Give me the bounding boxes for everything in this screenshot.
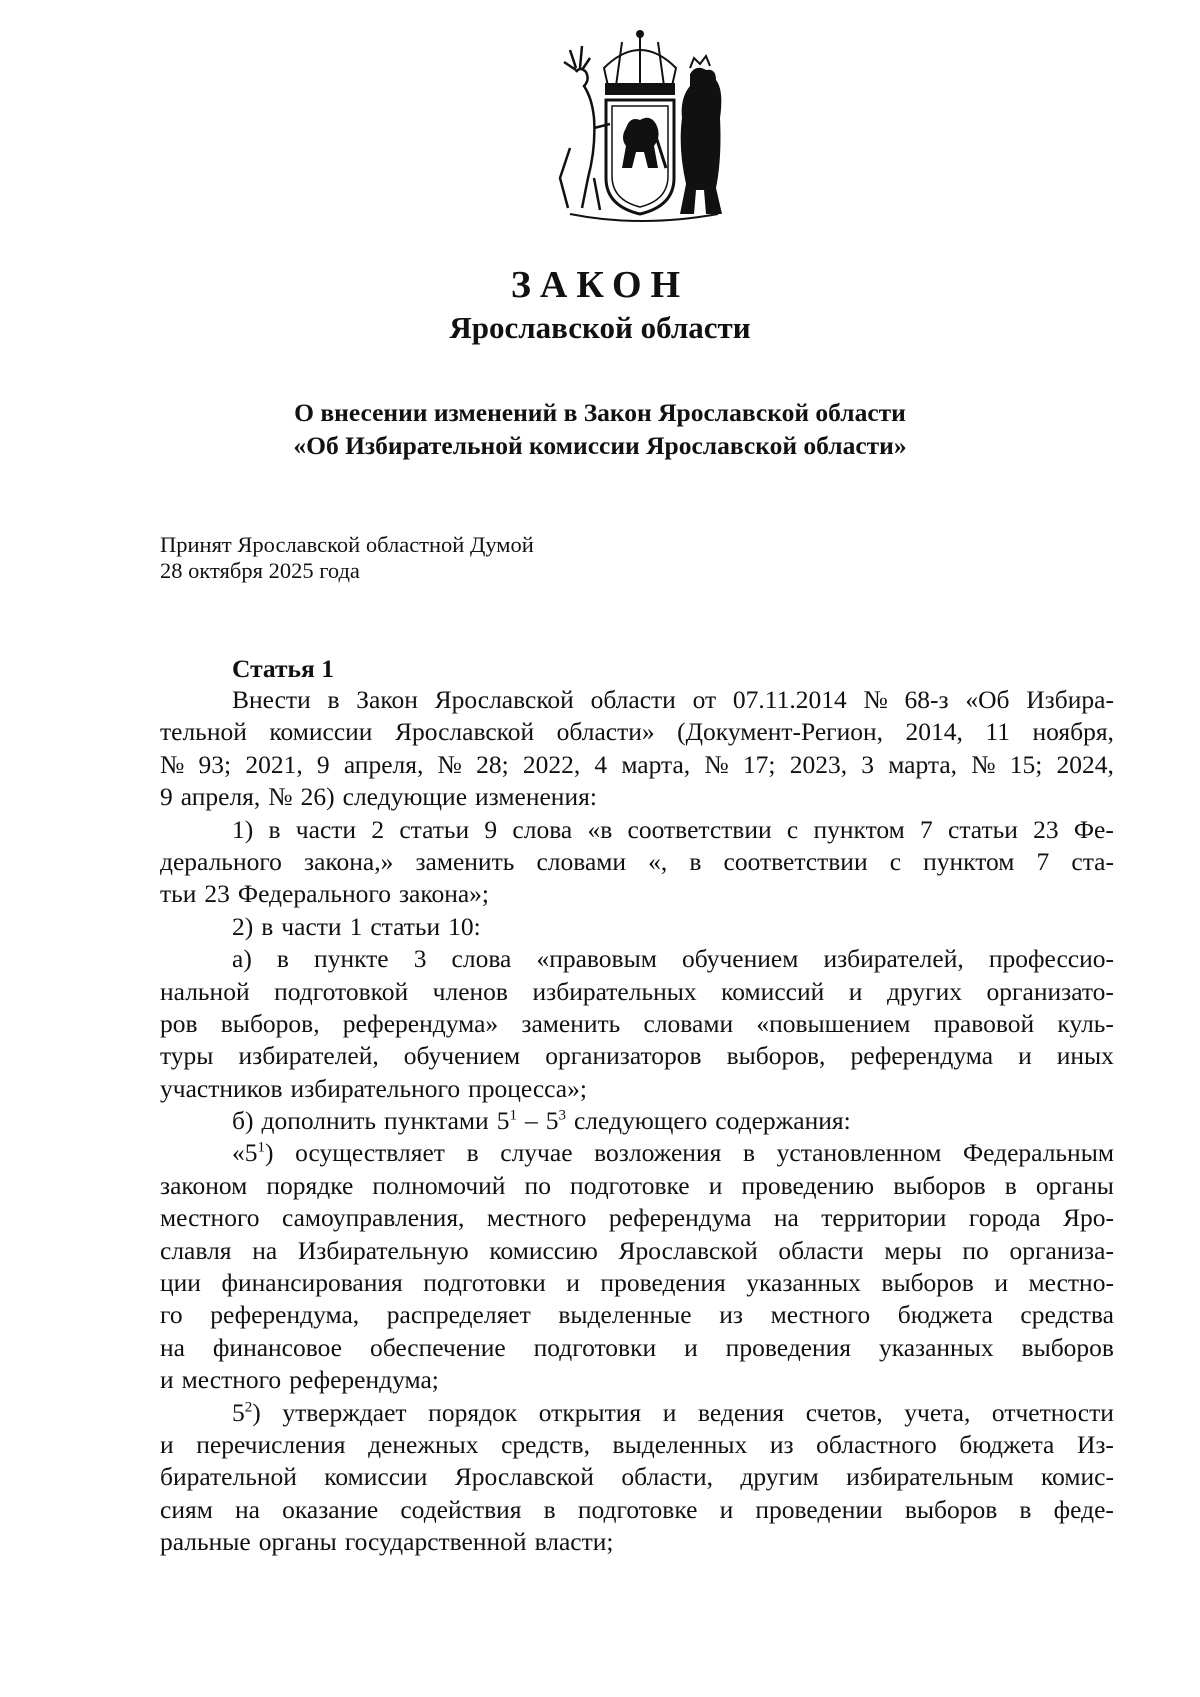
article-word: выделенных [612, 1429, 748, 1459]
article-word: закона,» [304, 846, 394, 876]
article-word: в [466, 1138, 479, 1168]
article-word: 2021, [245, 749, 303, 779]
article-word: Ярославской [394, 717, 535, 747]
article-word: местного [160, 1203, 260, 1233]
article-word: словами [536, 846, 627, 876]
article-word: выборов [881, 1268, 974, 1298]
article-word: № [971, 749, 996, 779]
article-title: Статья 1 [232, 654, 334, 683]
article-line [160, 814, 1114, 846]
article-word: 11 [985, 717, 1010, 747]
article-line [160, 1137, 1114, 1169]
article-word: № [160, 749, 185, 779]
article-word: 4 [594, 749, 608, 779]
article-word: 23 [1033, 814, 1059, 844]
article-word: 7 [920, 814, 933, 844]
article-word: с [786, 814, 799, 844]
article-word: подготовки [533, 1332, 657, 1362]
article-word: следующего [573, 1106, 708, 1136]
article-word: на [773, 1203, 799, 1233]
region-title: Ярославской области [449, 310, 751, 345]
article-line [160, 1429, 1114, 1461]
article-word: выделенные [558, 1300, 692, 1330]
article-word: и [160, 1429, 174, 1459]
article-line [160, 1202, 1114, 1234]
article-line [160, 1008, 1114, 1040]
article-word: изменения: [475, 782, 597, 812]
article-word: Федерального [237, 879, 391, 909]
article-word: «$5^1$) [232, 1138, 274, 1168]
article-word: 17; [742, 749, 776, 779]
article-word: выборов, [220, 1008, 320, 1038]
article-word: б) [232, 1106, 254, 1136]
article-word: – [524, 1106, 538, 1136]
article-line [160, 1105, 1114, 1137]
article-word: 9 [484, 814, 498, 844]
article-word: ции [160, 1268, 201, 1298]
article-word: Федеральным [962, 1138, 1114, 1168]
article-word: части [295, 814, 357, 844]
article-word: комис- [1041, 1462, 1114, 1492]
article-word: профессио- [988, 944, 1114, 974]
article-word: территории [821, 1203, 947, 1233]
article-word: соответствии [627, 814, 772, 844]
article-word: статьи [948, 814, 1018, 844]
article-word: распределяет [386, 1300, 531, 1330]
article-word: подготовкой [274, 976, 409, 1006]
article-word: избирательным [846, 1462, 1014, 1492]
article-word: слова [451, 944, 512, 974]
article-word: № [863, 685, 888, 714]
adoption-date: 28 октября 2025 года [160, 558, 360, 583]
article-word: апреля, [180, 782, 261, 812]
article-word: обучением [403, 1041, 521, 1071]
article-word: обучением [681, 944, 799, 974]
article-line [160, 1235, 1114, 1267]
article-word: комиссию [489, 1235, 598, 1265]
article-line [160, 1073, 1114, 1105]
article-word: оказание [282, 1494, 379, 1524]
article-word: содержания: [715, 1106, 851, 1136]
article-word: процесса»; [468, 1073, 587, 1103]
adoption-note [160, 532, 534, 584]
article-word: ведения [697, 1397, 785, 1427]
article-line [160, 878, 1114, 910]
article-word: из [769, 1429, 794, 1459]
article-word: закона»; [398, 879, 490, 909]
article-word: Яро- [1062, 1203, 1114, 1233]
law-subject [0, 396, 1200, 462]
article-word: 10: [448, 911, 481, 941]
article-word: осуществляет [295, 1138, 445, 1168]
article-word: го [160, 1300, 183, 1330]
article-word: областного [816, 1429, 937, 1459]
adoption-body: Принят Ярославской областной Думой [160, 532, 534, 557]
article-word: денежных [368, 1429, 479, 1459]
article-word: в [1019, 1494, 1032, 1524]
article-word: избирательных [532, 976, 697, 1006]
article-word: правовой [933, 1008, 1035, 1038]
article-word: пунктом [813, 814, 905, 844]
article-word: пункте [314, 944, 389, 974]
article-word: комиссии [269, 717, 373, 747]
article-word: порядок [428, 1397, 518, 1427]
article-word: в [1004, 1170, 1017, 1200]
article-word: организаторов [545, 1041, 702, 1071]
article-word: в [276, 944, 289, 974]
article-word: области [778, 1235, 864, 1265]
article-line [160, 846, 1114, 878]
article-word: (Документ-Регион, [677, 717, 884, 747]
article-line [160, 1332, 1114, 1364]
article-word: апреля, [343, 749, 424, 779]
article-word: Ярославской [434, 685, 574, 714]
article-word: Избира- [1026, 685, 1114, 714]
article-word: заменить [521, 1008, 621, 1038]
article-word: области [590, 685, 676, 714]
article-word: власти; [534, 1527, 614, 1557]
article-word: финансовое [212, 1332, 342, 1362]
law-subject-line: О внесении изменений в Закон Ярославской области [294, 398, 906, 427]
article-word: референдума [850, 1041, 994, 1071]
article-line [160, 1170, 1114, 1202]
article-word: случае [500, 1138, 573, 1168]
article-word: самоуправления, [281, 1203, 465, 1233]
article-word: по [962, 1235, 989, 1265]
article-line [160, 911, 1114, 943]
article-word: а) [232, 944, 252, 974]
article-word: и [566, 1268, 580, 1298]
article-word: «правовым [536, 944, 657, 974]
article-word: проведения [725, 1332, 852, 1362]
article-word: 2024, [1056, 749, 1114, 779]
article-word: 68-з [904, 685, 949, 714]
article-word: 15; [1009, 749, 1043, 779]
article-line [160, 1364, 1114, 1396]
article-word: избирательного [290, 1073, 461, 1103]
article-word: «, [648, 846, 668, 876]
article-word: и [160, 1365, 174, 1395]
article-word: референдума» [342, 1008, 499, 1038]
article-word: организа- [1009, 1235, 1114, 1265]
article-line [160, 1267, 1114, 1299]
article-word: обеспечение [369, 1332, 506, 1362]
article-word: бирательной [160, 1462, 297, 1492]
article-word: выборов, [726, 1041, 826, 1071]
article-word: выборов [893, 1170, 986, 1200]
article-word: Из- [1076, 1429, 1114, 1459]
article-word: референдума, [210, 1300, 360, 1330]
article-word: возложения [594, 1138, 722, 1168]
article-word: 07.11.2014 [732, 685, 847, 714]
article-word: по [524, 1170, 551, 1200]
article-word: и [1018, 1041, 1032, 1071]
article-word: органы [1035, 1170, 1114, 1200]
article-word: счетов, [805, 1397, 883, 1427]
article-word: 9 [160, 782, 173, 812]
article-line [160, 1494, 1114, 1526]
article-word: пунктами [384, 1106, 489, 1136]
article-word: меры [884, 1235, 942, 1265]
article-word: избирателей, [823, 944, 964, 974]
article-word: Фе- [1073, 814, 1114, 844]
article-word: следующие [342, 782, 468, 812]
article-word: в [327, 685, 340, 714]
article-word: местного [770, 1300, 871, 1330]
article-line [160, 1040, 1114, 1072]
article-word: на [160, 1332, 185, 1362]
article-word: референдума; [289, 1365, 439, 1395]
article-line [160, 684, 1114, 716]
article-word: проведению [741, 1170, 875, 1200]
article-word: $5^3$ [545, 1106, 566, 1136]
article-word: области» [556, 717, 655, 747]
article-line [160, 1397, 1114, 1429]
article-word: комиссии [324, 1462, 428, 1492]
article-word: подготовке [577, 1494, 698, 1524]
article-word: и [684, 1332, 698, 1362]
article-word: подготовки [423, 1268, 546, 1298]
article-line [160, 943, 1114, 975]
article-word: организато- [986, 976, 1114, 1006]
article-word: дерального [160, 846, 282, 876]
article-line [160, 1526, 1114, 1558]
article-word: 3 [861, 749, 874, 779]
article-line [160, 716, 1114, 748]
article-word: из [719, 1300, 743, 1330]
article-word: № [437, 749, 462, 779]
article-word: отчетности [991, 1397, 1114, 1427]
article-word: ральные [160, 1527, 251, 1557]
article-word: государственной [344, 1527, 527, 1557]
article-word: $5^2$) [232, 1397, 261, 1427]
article-word: тельной [160, 717, 247, 747]
article-word: Ярославской [454, 1462, 594, 1492]
article-word: куль- [1057, 1008, 1114, 1038]
article-word: 28; [476, 749, 509, 779]
article-word: выборов [904, 1494, 998, 1524]
article-word: в [268, 814, 281, 844]
article-word: 1 [349, 911, 363, 941]
article-word: «Об [965, 685, 1010, 714]
article-word: указанных [746, 1268, 861, 1298]
article-word: марта, [621, 749, 691, 779]
document-kind-title: ЗАКОН [510, 264, 690, 306]
article-line [160, 1461, 1114, 1493]
article-word: установленном [776, 1138, 942, 1168]
article-word: в [689, 846, 702, 876]
article-word: средства [1020, 1300, 1114, 1330]
article-word: содействия [400, 1494, 522, 1524]
article-word: слова [512, 814, 573, 844]
article-word: Ярославской [618, 1235, 758, 1265]
article-word: № [704, 749, 729, 779]
article-word: открытия [538, 1397, 642, 1427]
article-word: проведении [755, 1494, 883, 1524]
article-word: другим [740, 1462, 819, 1492]
article-word: законом [160, 1170, 248, 1200]
article-word: референдума [608, 1203, 752, 1233]
article-word: бюджета [959, 1429, 1055, 1459]
article-word: 2 [371, 814, 385, 844]
article-word: нальной [160, 976, 250, 1006]
article-word: ноября, [1032, 717, 1114, 747]
article-word: учета, [904, 1397, 971, 1427]
article-word: области, [621, 1462, 713, 1492]
article-word: туры [160, 1041, 214, 1071]
article-word: от [692, 685, 717, 714]
article-word: Избирательную [297, 1235, 469, 1265]
article-word: подготовке [570, 1170, 690, 1200]
article-word: средств, [501, 1429, 590, 1459]
article-word: 93; [198, 749, 232, 779]
article-word: и [662, 1397, 677, 1427]
article-word: полномочий [372, 1170, 506, 1200]
article-word: и [994, 1268, 1008, 1298]
article-word: бюджета [897, 1300, 993, 1330]
article-line [160, 749, 1114, 781]
article-word: иных [1056, 1041, 1114, 1071]
article-word: и [848, 976, 863, 1006]
article-word: статьи [370, 911, 441, 941]
article-word: 2) [232, 911, 254, 941]
article-word: 2023, [789, 749, 848, 779]
article-word: славля [160, 1235, 232, 1265]
article-word: на [235, 1494, 260, 1524]
article-word: словами [643, 1008, 734, 1038]
article-word: пунктом [923, 846, 1015, 876]
article-word: и [719, 1494, 734, 1524]
article-word: участников [160, 1073, 283, 1103]
article-word: и [708, 1170, 723, 1200]
article-word: утверждает [282, 1397, 407, 1427]
article-word: перечисления [196, 1429, 346, 1459]
article-word: тьи [160, 879, 197, 909]
article-word: 26) [300, 782, 335, 812]
article-word: 7 [1036, 846, 1050, 876]
article-word: «повышением [756, 1008, 911, 1038]
article-word: других [887, 976, 962, 1006]
article-line [160, 1299, 1114, 1331]
article-body [160, 684, 1114, 1559]
article-word: в [543, 1494, 556, 1524]
article-word: 2022, [522, 749, 581, 779]
article-line [160, 781, 1114, 813]
article-word: феде- [1053, 1494, 1114, 1524]
article-word: органы [258, 1527, 337, 1557]
article-word: 23 [204, 879, 230, 909]
article-word: указанных [878, 1332, 994, 1362]
article-word: порядке [266, 1170, 354, 1200]
article-word: 2014, [905, 717, 963, 747]
article-word: в [261, 911, 274, 941]
article-word: на [252, 1235, 278, 1265]
article-word: комиссий [721, 976, 825, 1006]
article-word: 9 [316, 749, 330, 779]
article-word: финансирования [221, 1268, 403, 1298]
article-word: «в [587, 814, 613, 844]
article-word: избирателей, [238, 1041, 379, 1071]
article-word: города [968, 1203, 1041, 1233]
article-word: с [889, 846, 902, 876]
article-line [160, 976, 1114, 1008]
article-word: № [268, 782, 293, 812]
article-word: 3 [413, 944, 427, 974]
article-word: дополнить [261, 1106, 377, 1136]
article-word: части [281, 911, 342, 941]
article-word: в [742, 1138, 756, 1168]
article-word: $5^1$ [496, 1106, 517, 1136]
article-word: ров [160, 1008, 198, 1038]
article-word: 1) [232, 814, 254, 844]
article-word: местного [181, 1365, 282, 1395]
law-subject-line: «Об Избирательной комиссии Ярославской области» [293, 431, 907, 460]
article-word: членов [432, 976, 508, 1006]
article-word: проведения [600, 1268, 726, 1298]
article-word: местного [486, 1203, 587, 1233]
article-word: выборов [1021, 1332, 1114, 1362]
article-word: Внести [232, 685, 311, 714]
article-word: местно- [1028, 1268, 1114, 1298]
article-word: соответствии [723, 846, 868, 876]
coat-of-arms-emblem [540, 28, 740, 228]
article-word: марта, [888, 749, 958, 779]
article-word: заменить [415, 846, 515, 876]
article-word: сиям [160, 1494, 213, 1524]
article-word: статьи [399, 814, 470, 844]
article-word: Закон [356, 685, 418, 714]
article-word: ста- [1071, 846, 1114, 876]
